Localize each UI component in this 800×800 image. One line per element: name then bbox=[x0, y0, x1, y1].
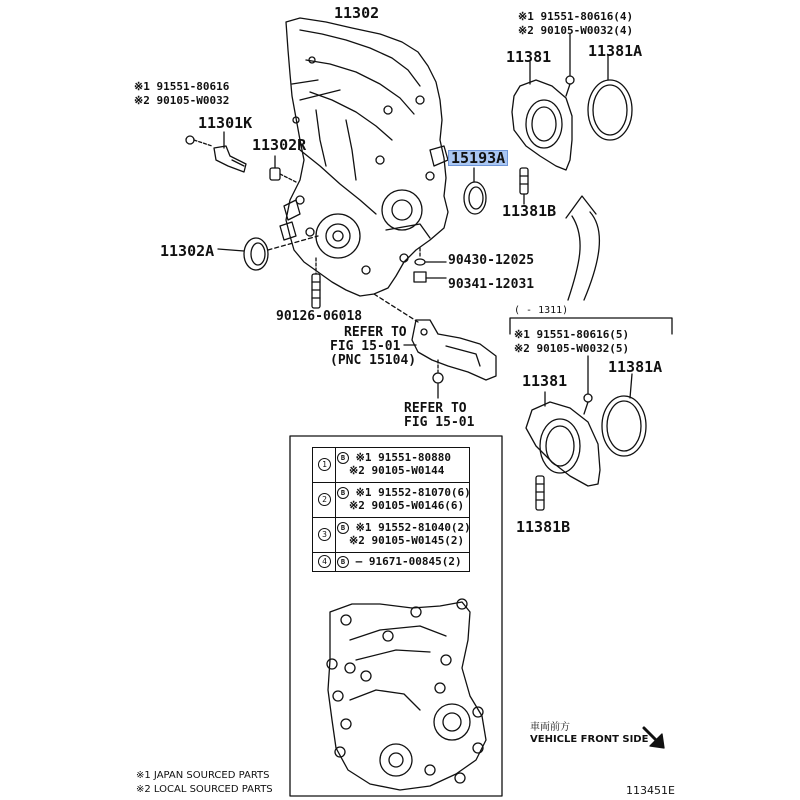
footnote-japan: ※1 JAPAN SOURCED PARTS bbox=[136, 770, 270, 781]
refer-note-1-line3: (PNC 15104) bbox=[330, 353, 417, 368]
row-number-cell bbox=[313, 518, 336, 552]
seal-ring-15193a bbox=[464, 168, 486, 214]
row-number: 4 bbox=[318, 555, 331, 568]
label-11381a-top: 11381A bbox=[588, 42, 643, 60]
part-number: 91671-00845(2) bbox=[368, 555, 462, 568]
refer-note-1-line1: REFER TO bbox=[344, 325, 407, 340]
label-11302: 11302 bbox=[334, 4, 380, 22]
label-90430: 90430-12025 bbox=[448, 253, 535, 268]
table-row bbox=[313, 518, 469, 553]
part-number: ※1 91552-81040(2) bbox=[355, 521, 471, 534]
label-11381b-top: 11381B bbox=[502, 202, 557, 220]
part-number: ※1 91552-81070(6) bbox=[355, 486, 471, 499]
stud-90126 bbox=[312, 258, 320, 308]
row-number: 3 bbox=[318, 528, 331, 541]
bolt-symbol-icon: B bbox=[337, 522, 349, 534]
refer-note-2-line2: FIG 15-01 bbox=[404, 415, 475, 430]
bolt-table bbox=[312, 447, 470, 572]
note-top-right-1: ※1 91551-80616(4) bbox=[518, 10, 634, 23]
curved-arrow bbox=[566, 196, 599, 300]
label-11301k: 11301K bbox=[198, 114, 253, 132]
label-11302a: 11302A bbox=[160, 242, 215, 260]
note-left-1: ※1 91551-80616 bbox=[134, 80, 230, 93]
bolt-11301k bbox=[186, 132, 246, 172]
plug-11302r bbox=[270, 156, 296, 182]
note-left-2: ※2 90105-W0032 bbox=[134, 94, 230, 107]
part-number: ※2 90105-W0146(6) bbox=[349, 499, 465, 512]
label-11381-bottom: 11381 bbox=[522, 372, 568, 390]
row-parts bbox=[337, 451, 451, 477]
label-11381b-bottom: 11381B bbox=[516, 518, 571, 536]
row-number-cell bbox=[313, 553, 336, 571]
part-number: ※2 90105-W0145(2) bbox=[349, 534, 465, 547]
row-number-cell bbox=[313, 483, 336, 517]
label-15193a[interactable]: 15193A bbox=[448, 150, 508, 166]
plug-90341 bbox=[414, 248, 446, 282]
table-row bbox=[313, 483, 469, 518]
document-code: 113451E bbox=[626, 784, 675, 797]
part-number: ※2 90105-W0144 bbox=[349, 464, 445, 477]
refer-note-2-line1: REFER TO bbox=[404, 401, 467, 416]
label-90126: 90126-06018 bbox=[276, 309, 363, 324]
label-11381-top: 11381 bbox=[506, 48, 552, 66]
row-parts bbox=[337, 486, 471, 512]
label-11302r: 11302R bbox=[252, 136, 307, 154]
row-parts bbox=[337, 521, 471, 547]
note-mid-right-2: ※2 90105-W0032(5) bbox=[514, 342, 630, 355]
row-number-cell bbox=[313, 448, 336, 482]
inset-cover-illustration bbox=[327, 599, 486, 790]
label-90341: 90341-12031 bbox=[448, 277, 535, 292]
note-mid-right-1: ※1 91551-80616(5) bbox=[514, 328, 630, 341]
note-top-right-2: ※2 90105-W0032(4) bbox=[518, 24, 634, 37]
direction-en: VEHICLE FRONT SIDE bbox=[530, 734, 649, 745]
row-number: 2 bbox=[318, 493, 331, 506]
timing-cover-illustration bbox=[280, 18, 448, 296]
bolt-symbol-icon: B bbox=[337, 556, 349, 568]
label-11381a-bottom: 11381A bbox=[608, 358, 663, 376]
row-parts: B — 91671-00845(2) bbox=[337, 555, 462, 568]
table-row bbox=[313, 553, 469, 571]
part-number: ※1 91551-80880 bbox=[355, 451, 451, 464]
bolt-symbol-icon: B bbox=[337, 487, 349, 499]
oil-seal-11302a bbox=[218, 236, 318, 270]
bolt-symbol-icon: B bbox=[337, 452, 349, 464]
table-row bbox=[313, 448, 469, 483]
row-number: 1 bbox=[318, 458, 331, 471]
refer-note-1-line2: FIG 15-01 bbox=[330, 339, 401, 354]
range-note: ( - 1311) bbox=[514, 305, 569, 316]
footnote-local: ※2 LOCAL SOURCED PARTS bbox=[136, 784, 273, 795]
direction-jp: 車両前方 bbox=[530, 722, 570, 733]
